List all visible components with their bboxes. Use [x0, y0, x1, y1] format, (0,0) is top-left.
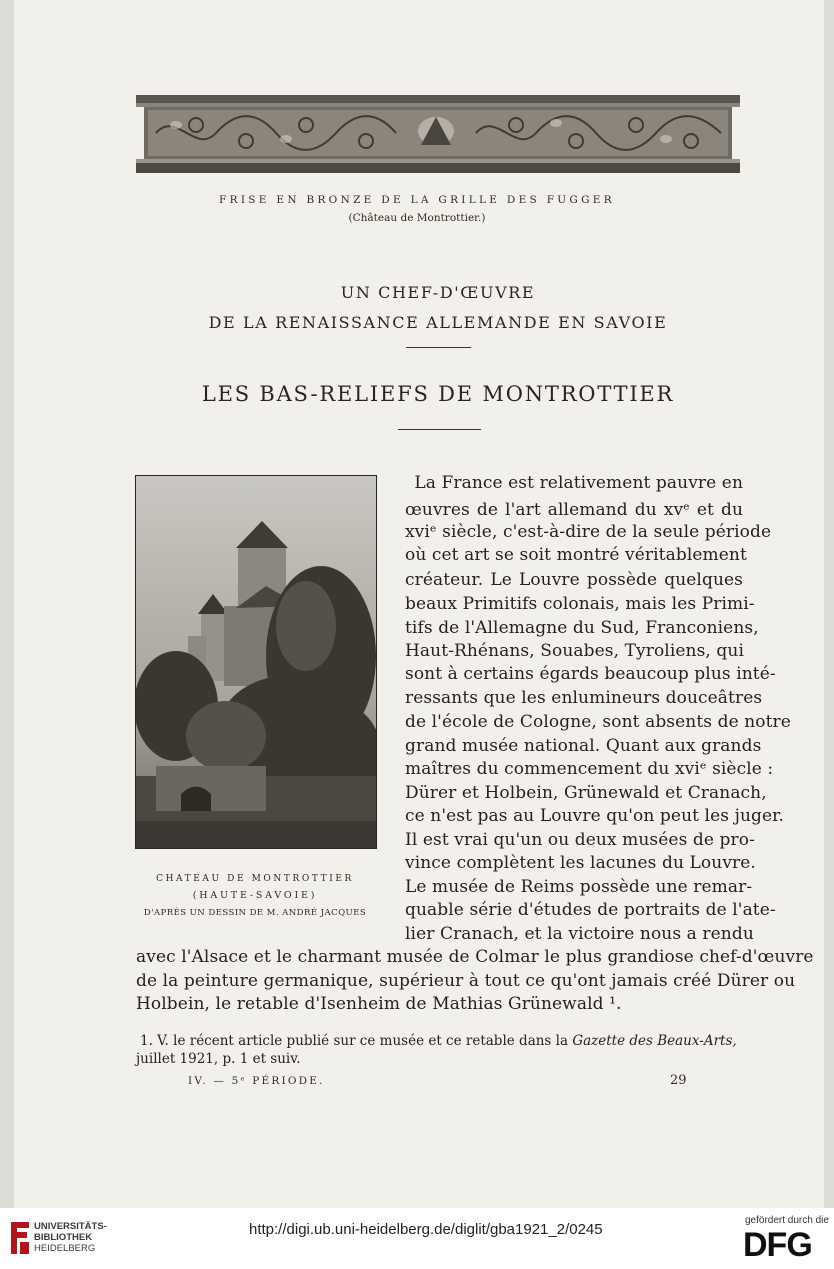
footnote-line2: juillet 1921, p. 1 et suiv. — [136, 1051, 301, 1067]
body-line: La France est relativement pauvre en — [414, 473, 743, 493]
illustration-caption-title: CHATEAU DE MONTROTTIER — [156, 874, 354, 884]
body-line: beaux Primitifs colonais, mais les Primi- — [405, 594, 755, 614]
illustration-caption-region: (HAUTE-SAVOIE) — [192, 890, 318, 901]
body-line: Il est vrai qu'un ou deux musées de pro- — [405, 830, 755, 850]
permalink-url[interactable]: http://digi.ub.uni-heidelberg.de/diglit/gba1921_2/0245 — [249, 1221, 603, 1238]
illustration-caption-credit: D'APRÈS UN DESSIN DE M. ANDRÉ JACQUES — [143, 908, 367, 918]
body-line: sont à certains égards beaucoup plus inté- — [405, 664, 776, 684]
logo-text-line3: HEIDELBERG — [34, 1243, 96, 1254]
body-line: grand musée national. Quant aux grands — [405, 736, 762, 756]
supertitle-line2: DE LA RENAISSANCE ALLEMANDE EN SAVOIE — [208, 313, 668, 332]
frieze-caption-location: (Château de Montrottier.) — [348, 212, 486, 224]
castle-illustration — [135, 475, 377, 849]
page-number: 29 — [670, 1073, 687, 1088]
divider-rule-lower — [398, 429, 481, 430]
body-line: maîtres du commencement du xviᵉ siècle : — [405, 759, 774, 779]
bronze-frieze-image — [136, 95, 740, 173]
divider-rule-upper — [406, 347, 471, 348]
body-line: Le musée de Reims possède une remar- — [405, 877, 753, 897]
frieze-caption-title: FRISE EN BRONZE DE LA GRILLE DES FUGGER — [219, 194, 615, 206]
body-line-full: Holbein, le retable d'Isenheim de Mathias Grünewald ¹. — [136, 994, 622, 1014]
university-library-logo-icon[interactable] — [9, 1218, 31, 1262]
footnote-line1 — [140, 1033, 737, 1049]
body-line: créateur. Le Louvre possède quelques — [405, 570, 743, 590]
body-line: tifs de l'Allemagne du Sud, Franconiens, — [405, 618, 759, 638]
volume-period: IV. — 5ᵉ PÉRIODE. — [188, 1075, 325, 1087]
body-line: quable série d'études de portraits de l'ate- — [405, 900, 776, 920]
body-line: ressants que les enlumineurs douceâtres — [405, 688, 763, 708]
body-line: lier Cranach, et la victoire nous a rendu — [405, 924, 754, 944]
logo-text-line1: UNIVERSITÄTS- — [34, 1221, 107, 1232]
body-line: œuvres de l'art allemand du xvᵉ et du — [405, 500, 743, 520]
supertitle-line1: UN CHEF-D'ŒUVRE — [340, 283, 536, 302]
footnote-text: 1. V. le récent article publié sur ce musée et ce retable dans la — [140, 1033, 573, 1049]
body-line: de l'école de Cologne, sont absents de notre — [405, 712, 791, 732]
body-line: Haut-Rhénans, Souabes, Tyroliens, qui — [405, 641, 744, 661]
digitization-footer-bar — [0, 1208, 834, 1269]
body-line-full: de la peinture germanique, supérieur à tout ce qu'ont jamais créé Dürer ou — [136, 971, 796, 991]
body-line: Dürer et Holbein, Grünewald et Cranach, — [405, 783, 767, 803]
body-line: vince complètent les lacunes du Louvre. — [405, 853, 756, 873]
body-line: xviᵉ siècle, c'est-à-dire de la seule période — [405, 522, 772, 542]
body-line-full: avec l'Alsace et le charmant musée de Colmar le plus grandiose chef-d'œuvre — [136, 947, 814, 967]
body-line: où cet art se soit montré véritablement — [405, 545, 747, 565]
logo-text-line2: BIBLIOTHEK — [34, 1232, 93, 1243]
article-title: LES BAS-RELIEFS DE MONTROTTIER — [201, 382, 675, 406]
dfg-logo[interactable]: DFG — [743, 1226, 812, 1264]
funding-caption: gefördert durch die — [745, 1215, 829, 1226]
footnote-journal-title: Gazette des Beaux-Arts, — [572, 1033, 737, 1049]
body-line: ce n'est pas au Louvre qu'on peut les juger. — [405, 806, 784, 826]
